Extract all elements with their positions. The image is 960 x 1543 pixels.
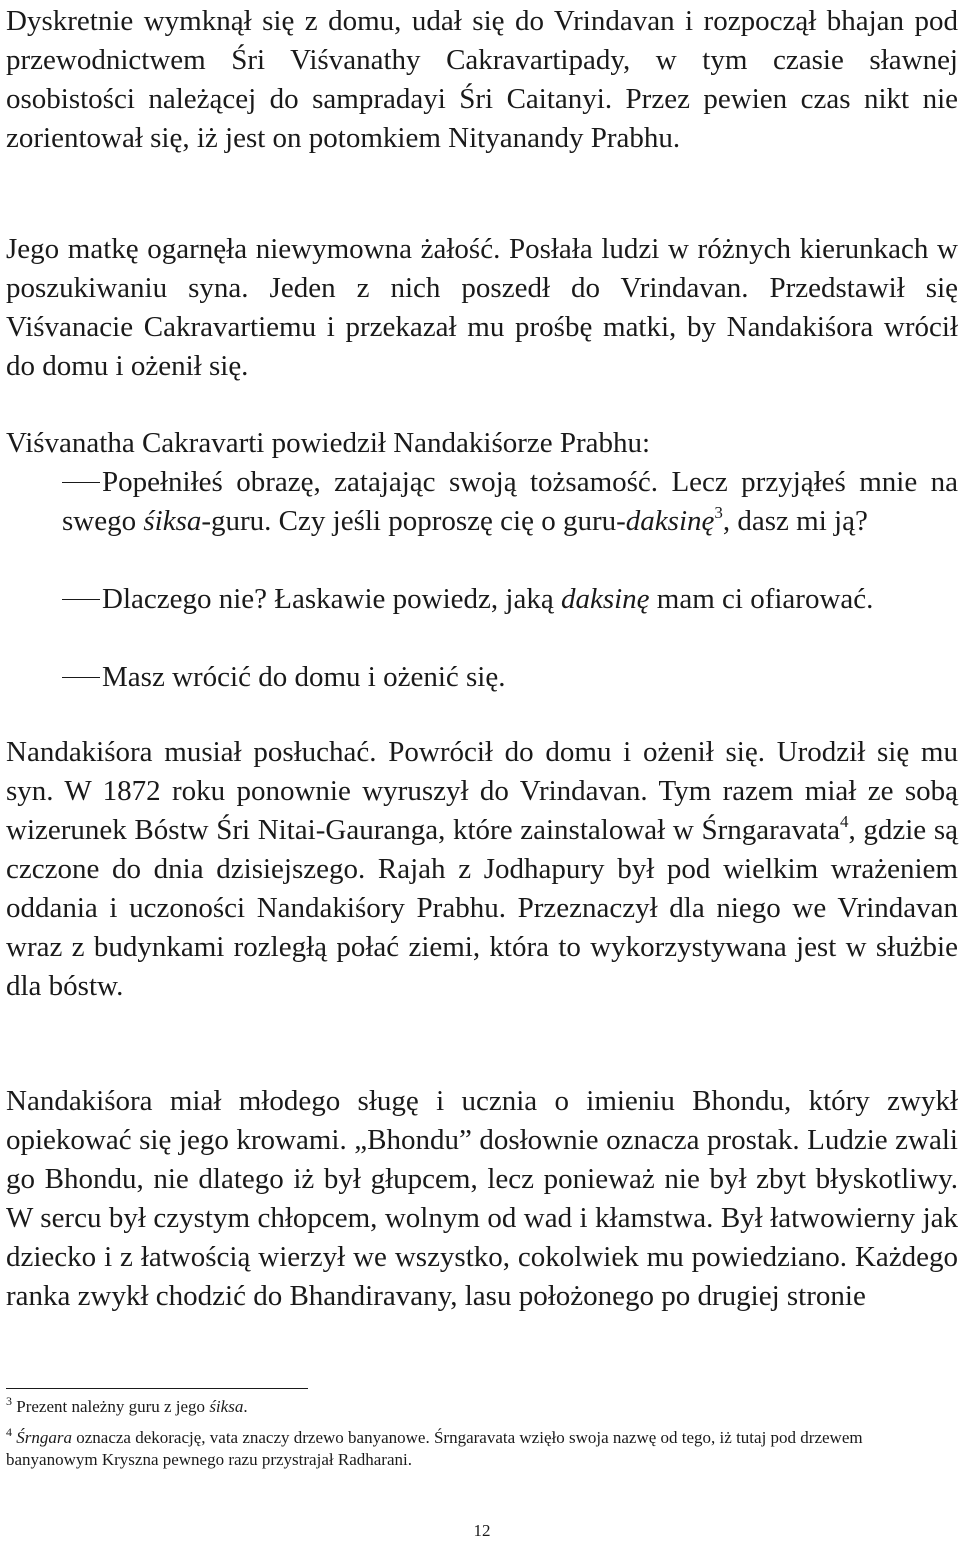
dialogue-line-2: Dlaczego nie? Łaskawie powiedz, jaką daksinę mam ci ofiarować.: [62, 580, 958, 619]
paragraph-4: Nandakiśora musiał posłuchać. Powrócił do domu i ożenił się. Urodził się mu syn. W 1872 roku ponownie wyruszył do Vrindavan. Tym razem miał ze sobą wizerunek Bóstw Śri Nitai-Gauranga, które zainstalował w Śrngaravata$^4$, gdzie są czczone do dnia dzisiejszego. Rajah z Jodhapury był pod wielkim wrażeniem oddania i uczoności Nandakiśory Prabhu. Przeznaczył dla niego we Vrindavan wraz z budynkami rozległą połać ziemi, która to wykorzystywana jest w służbie dla bóstw.: [6, 736, 958, 1002]
dialogue-line-1: Popełniłeś obrazę, zatajając swoją tożsamość. Lecz przyjąłeś mnie na swego śiksa-guru. Czy jeśli poproszę cię o guru-daksinę$^3$, dasz mi ją?: [62, 466, 958, 537]
paragraph-3: Viśvanatha Cakravarti powiedził Nandakiśorze Prabhu:: [6, 427, 651, 459]
paragraph-2: Jego matkę ogarnęła niewymowna żałość. Posłała ludzi w różnych kierunkach w poszukiwaniu syna. Jeden z nich poszedł do Vrindavan. Przedstawił się Viśvanacie Cakravartiemu i przekazał mu prośbę matki, by Nandakiśora wrócił do domu i ożenił się.: [6, 233, 958, 382]
paragraph-5: Nandakiśora miał młodego sługę i ucznia o imieniu Bhondu, który zwykł opiekować się jego krowami. „Bhondu” dosłownie oznacza prostak. Ludzie zwali go Bhondu, nie dlatego iż był głupcem, lecz ponieważ nie był zbyt błyskotliwy. W sercu był czystym chłopcem, wolnym od wad i kłamstwa. Był łatwowierny jak dziecko i z łatwością wierzył we wszystko, cokolwiek mu powiedziano. Każdego ranka zwykł chodzić do Bhandiravany, lasu położonego po drugiej stronie: [6, 1085, 958, 1312]
dialogue-dash: [62, 482, 100, 483]
footnote-ref-3: 3: [714, 503, 723, 522]
page-number: 12: [473, 1521, 491, 1540]
footnote-separator: [6, 1388, 308, 1389]
dialogue-dash: [62, 677, 100, 678]
dialogue-dash: [62, 599, 100, 600]
footnote-4: $^4$ Śrngara oznacza dekorację, vata znaczy drzewo banyanowe. Śrngaravata wzięło swoja nazwę od tego, iż tutaj pod drzewem banyanowym Kryszna pewnego razu przystrajał Radharani.: [6, 1425, 863, 1469]
footnote-3: $^3$ Prezent należny guru z jego śiksa.: [6, 1394, 248, 1416]
footnote-ref-4: 4: [839, 812, 849, 831]
dialogue-line-3: Masz wrócić do domu i ożenić się.: [62, 658, 958, 697]
paragraph-1: Dyskretnie wymknął się z domu, udał się do Vrindavan i rozpoczął bhajan pod przewodnictwem Śri Viśvanathy Cakravartipady, w tym czasie sławnej osobistości należącej do sampradayi Śri Caitanyi. Przez pewien czas nikt nie zorientował się, iż jest on potomkiem Nityanandy Prabhu.: [6, 5, 958, 154]
